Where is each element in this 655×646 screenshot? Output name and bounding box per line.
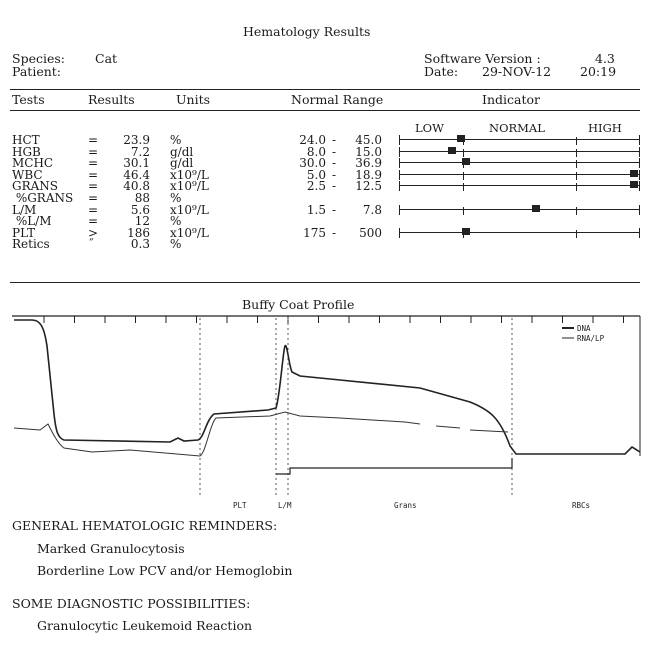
test-name: %L/M	[12, 214, 52, 228]
indicator-tick	[576, 149, 577, 157]
legend-dna-label: DNA	[577, 324, 591, 333]
indicator-line	[399, 139, 640, 140]
result-value: 46.4	[123, 168, 150, 182]
indicator-bar	[399, 170, 640, 180]
zone-label-lm: L/M	[278, 501, 292, 510]
zone-label-grans: Grans	[394, 501, 417, 510]
result-operator: =	[88, 179, 99, 193]
indicator-tick	[463, 172, 464, 180]
indicator-cap	[399, 170, 400, 180]
result-value: 23.9	[123, 133, 150, 147]
buffy-title: Buffy Coat Profile	[242, 297, 355, 312]
rna-lp-curve	[470, 430, 508, 432]
range-dash: -	[332, 203, 337, 217]
result-operator: =	[88, 145, 99, 159]
test-name: %GRANS	[12, 191, 74, 205]
result-unit: %	[170, 214, 182, 228]
indicator-cap	[399, 158, 400, 168]
indicator-marker	[630, 181, 638, 188]
result-value: 30.1	[123, 156, 150, 170]
range-low: 5.0	[306, 168, 326, 182]
test-name: HCT	[12, 133, 40, 147]
date-value: 29-NOV-12	[482, 64, 552, 79]
test-name: PLT	[12, 226, 36, 240]
range-dash: -	[332, 133, 337, 147]
indicator-marker	[457, 135, 465, 142]
indicator-tick	[576, 230, 577, 238]
range-low: 24.0	[299, 133, 326, 147]
indicator-normal-label: NORMAL	[489, 121, 545, 135]
col-normal-range: Normal Range	[291, 92, 384, 107]
dna-curve	[14, 320, 640, 454]
species-value: Cat	[95, 51, 118, 66]
col-results: Results	[88, 92, 135, 107]
software-version: 4.3	[595, 51, 615, 66]
report-title: Hematology Results	[243, 24, 371, 39]
result-operator: ˝	[88, 237, 94, 251]
result-unit: %	[170, 191, 182, 205]
reminder-item: Borderline Low PCV and/or Hemoglobin	[37, 563, 293, 578]
result-value: 12	[134, 214, 150, 228]
divider	[10, 110, 640, 111]
indicator-marker	[462, 158, 470, 165]
indicator-cap	[399, 205, 400, 215]
range-low: 30.0	[299, 156, 326, 170]
result-operator: =	[88, 203, 99, 217]
test-name: HGB	[12, 145, 41, 159]
diagnostic-item: Granulocytic Leukemoid Reaction	[37, 618, 253, 633]
result-value: 5.6	[130, 203, 150, 217]
result-value: 88	[134, 191, 150, 205]
baseline-step	[276, 458, 512, 474]
result-value: 40.8	[123, 179, 150, 193]
test-name: GRANS	[12, 179, 59, 193]
range-low: 175	[303, 226, 326, 240]
indicator-cap	[639, 158, 640, 168]
result-operator: =	[88, 191, 99, 205]
range-dash: -	[332, 145, 337, 159]
rna-lp-curve	[436, 426, 460, 428]
indicator-line	[399, 209, 640, 210]
range-low: 8.0	[306, 145, 326, 159]
indicator-high-label: HIGH	[588, 121, 622, 135]
result-unit: x10⁹/L	[170, 226, 209, 240]
divider	[10, 89, 640, 90]
buffy-coat-chart	[0, 306, 655, 516]
test-name: WBC	[12, 168, 43, 182]
species-label: Species:	[12, 51, 65, 66]
result-value: 7.2	[130, 145, 150, 159]
range-high: 15.0	[355, 145, 382, 159]
indicator-cap	[399, 147, 400, 157]
range-high: 18.9	[355, 168, 382, 182]
result-unit: g/dl	[170, 156, 194, 170]
result-operator: =	[88, 168, 99, 182]
indicator-bar	[399, 205, 640, 215]
indicator-cap	[639, 181, 640, 191]
indicator-tick	[463, 207, 464, 215]
result-operator: >	[88, 226, 99, 240]
indicator-tick	[463, 149, 464, 157]
result-unit: %	[170, 133, 182, 147]
range-dash: -	[332, 156, 337, 170]
software-label: Software Version :	[424, 51, 541, 66]
result-value: 186	[127, 226, 150, 240]
col-units: Units	[176, 92, 211, 107]
col-indicator: Indicator	[482, 92, 540, 107]
indicator-line	[399, 185, 640, 186]
indicator-line	[399, 232, 640, 233]
indicator-line	[399, 151, 640, 152]
col-tests: Tests	[12, 92, 45, 107]
indicator-bar	[399, 158, 640, 168]
indicator-marker	[448, 147, 456, 154]
indicator-line	[399, 162, 640, 163]
divider	[10, 282, 640, 283]
indicator-line	[399, 174, 640, 175]
indicator-marker	[630, 170, 638, 177]
indicator-tick	[463, 183, 464, 191]
indicator-cap	[399, 228, 400, 238]
range-dash: -	[332, 226, 337, 240]
diagnostics-heading: SOME DIAGNOSTIC POSSIBILITIES:	[12, 596, 251, 611]
range-low: 1.5	[306, 203, 326, 217]
range-high: 7.8	[362, 203, 382, 217]
result-operator: =	[88, 133, 99, 147]
indicator-bar	[399, 135, 640, 145]
indicator-marker	[462, 228, 470, 235]
result-unit: %	[170, 237, 182, 251]
indicator-cap	[639, 135, 640, 145]
reminders-heading: GENERAL HEMATOLOGIC REMINDERS:	[12, 518, 278, 533]
result-unit: x10⁹/L	[170, 203, 209, 217]
range-high: 45.0	[355, 133, 382, 147]
test-name: L/M	[12, 203, 37, 217]
date-label: Date:	[424, 64, 459, 79]
result-operator: =	[88, 214, 99, 228]
indicator-tick	[576, 183, 577, 191]
result-unit: g/dl	[170, 145, 194, 159]
indicator-low-label: LOW	[415, 121, 444, 135]
range-high: 12.5	[355, 179, 382, 193]
result-unit: x10⁹/L	[170, 179, 209, 193]
zone-label-plt: PLT	[233, 501, 247, 510]
indicator-cap	[639, 170, 640, 180]
indicator-cap	[399, 181, 400, 191]
indicator-cap	[639, 147, 640, 157]
indicator-bar	[399, 228, 640, 238]
patient-label: Patient:	[12, 64, 62, 79]
indicator-bar	[399, 181, 640, 191]
indicator-bar	[399, 147, 640, 157]
test-name: Retics	[12, 237, 50, 251]
range-low: 2.5	[306, 179, 326, 193]
zone-label-rbcs: RBCs	[572, 501, 591, 510]
indicator-tick	[576, 207, 577, 215]
result-operator: =	[88, 156, 99, 170]
indicator-cap	[399, 135, 400, 145]
indicator-tick	[576, 137, 577, 145]
range-high: 500	[359, 226, 382, 240]
range-dash: -	[332, 168, 337, 182]
reminder-item: Marked Granulocytosis	[37, 541, 185, 556]
range-dash: -	[332, 179, 337, 193]
indicator-tick	[576, 172, 577, 180]
time-value: 20:19	[580, 64, 617, 79]
rna-lp-curve	[14, 412, 420, 456]
indicator-tick	[576, 160, 577, 168]
result-value: 0.3	[130, 237, 150, 251]
range-high: 36.9	[355, 156, 382, 170]
indicator-cap	[639, 228, 640, 238]
legend-rna-label: RNA/LP	[577, 334, 605, 343]
result-unit: x10⁹/L	[170, 168, 209, 182]
indicator-marker	[532, 205, 540, 212]
test-name: MCHC	[12, 156, 54, 170]
indicator-cap	[639, 205, 640, 215]
